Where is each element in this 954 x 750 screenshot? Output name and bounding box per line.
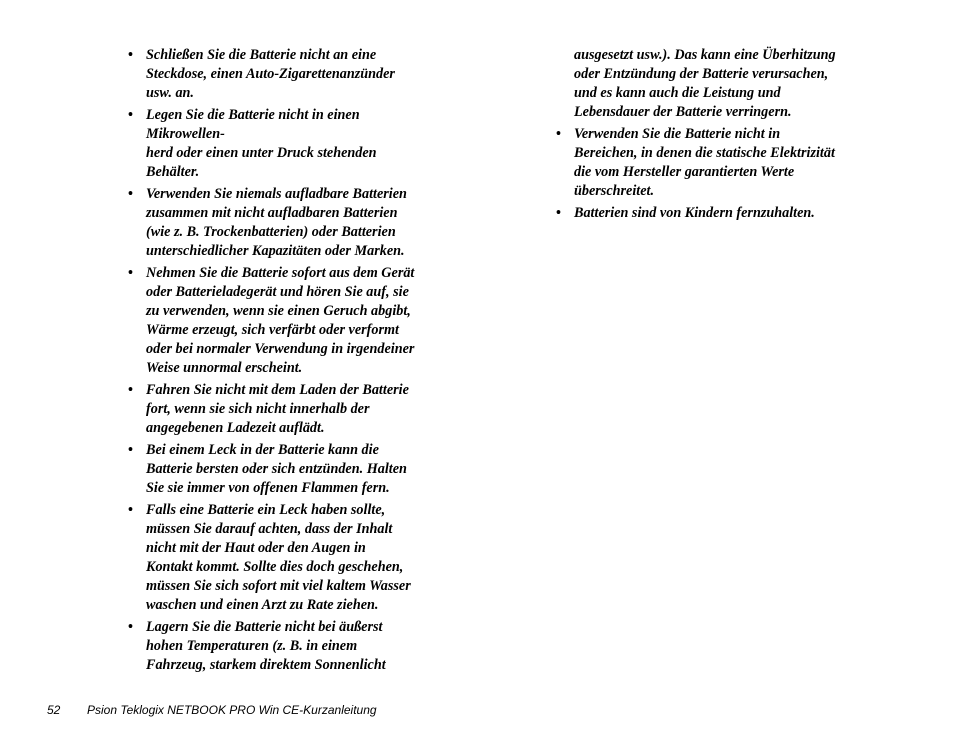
bullet: • xyxy=(128,619,133,635)
list-item xyxy=(128,185,460,261)
text-line: die vom Hersteller garantierten Werte xyxy=(574,164,795,180)
footer-title: Psion Teklogix NETBOOK PRO Win CE-Kurzanleitung xyxy=(87,703,377,717)
list-item xyxy=(556,125,886,201)
text-line: müssen Sie darauf achten, dass der Inhalt xyxy=(146,521,393,537)
text-line: angegebenen Ladezeit auflädt. xyxy=(146,420,325,436)
list-item xyxy=(128,46,460,103)
text-line: und es kann auch die Leistung und xyxy=(574,85,781,101)
bullet: • xyxy=(128,442,133,458)
text-line: Behälter. xyxy=(146,164,200,180)
text-line: herd oder einen unter Druck stehenden xyxy=(146,145,377,161)
continued-item xyxy=(556,46,886,122)
text-line: Batterie bersten oder sich entzünden. Halten xyxy=(146,461,407,477)
text-line: Verwenden Sie niemals aufladbare Batterien xyxy=(146,186,407,202)
text-line: Bereichen, in denen die statische Elektrizität xyxy=(574,145,835,161)
list-item xyxy=(128,441,460,498)
text-line: Legen Sie die Batterie nicht in einen xyxy=(146,107,360,123)
left-column xyxy=(128,46,460,678)
text-line: usw. an. xyxy=(146,85,194,101)
text-line: oder Batterieladegerät und hören Sie auf, sie xyxy=(146,284,409,300)
text-line: zusammen mit nicht aufladbaren Batterien xyxy=(146,205,398,221)
text-line: Fahrzeug, starkem direktem Sonnenlicht xyxy=(146,657,386,673)
text-line: fort, wenn sie sich nicht innerhalb der xyxy=(146,401,370,417)
list-item xyxy=(128,501,460,615)
bullet: • xyxy=(128,265,133,281)
text-line: Schließen Sie die Batterie nicht an eine xyxy=(146,47,377,63)
bullet: • xyxy=(128,382,133,398)
text-line: oder bei normaler Verwendung in irgendeiner xyxy=(146,341,415,357)
text-line: Weise unnormal erscheint. xyxy=(146,360,303,376)
text-line: unterschiedlicher Kapazitäten oder Marken. xyxy=(146,243,405,259)
text-line: Falls eine Batterie ein Leck haben sollte, xyxy=(146,502,386,518)
text-line: überschreitet. xyxy=(574,183,654,199)
text-line: müssen Sie sich sofort mit viel kaltem Wasser xyxy=(146,578,411,594)
text-line: Sie sie immer von offenen Flammen fern. xyxy=(146,480,390,496)
text-line: Fahren Sie nicht mit dem Laden der Batterie xyxy=(146,382,409,398)
text-line: ausgesetzt usw.). Das kann eine Überhitzung xyxy=(574,47,836,63)
bullet: • xyxy=(128,186,133,202)
text-line: nicht mit der Haut oder den Augen in xyxy=(146,540,366,556)
bullet: • xyxy=(556,205,561,221)
text-line: waschen und einen Arzt zu Rate ziehen. xyxy=(146,597,379,613)
bullet: • xyxy=(128,502,133,518)
list-item xyxy=(556,204,886,223)
list-item xyxy=(128,381,460,438)
list-item xyxy=(128,264,460,378)
right-column xyxy=(556,46,886,226)
text-line: Lagern Sie die Batterie nicht bei äußerst xyxy=(146,619,383,635)
text-line: Nehmen Sie die Batterie sofort aus dem Gerät xyxy=(146,265,415,281)
text-line: oder Entzündung der Batterie verursachen, xyxy=(574,66,829,82)
list-item xyxy=(128,106,460,182)
text-line: Verwenden Sie die Batterie nicht in xyxy=(574,126,781,142)
bullet: • xyxy=(128,47,133,63)
bullet: • xyxy=(556,126,561,142)
text-line: Lebensdauer der Batterie verringern. xyxy=(574,104,792,120)
text-line: Mikrowellen- xyxy=(146,126,225,142)
text-line: hohen Temperaturen (z. B. in einem xyxy=(146,638,358,654)
text-line: Steckdose, einen Auto-Zigarettenanzünder xyxy=(146,66,395,82)
list-item xyxy=(128,618,460,675)
text-line: (wie z. B. Trockenbatterien) oder Batterien xyxy=(146,224,396,240)
text-line: Kontakt kommt. Sollte dies doch geschehen, xyxy=(146,559,404,575)
page-number: 52 xyxy=(47,703,61,717)
text-line: Wärme erzeugt, sich verfärbt oder verformt xyxy=(146,322,399,338)
text-line: Batterien sind von Kindern fernzuhalten. xyxy=(574,205,815,221)
text-line: zu verwenden, wenn sie einen Geruch abgibt, xyxy=(146,303,411,319)
bullet: • xyxy=(128,107,133,123)
text-line: Bei einem Leck in der Batterie kann die xyxy=(146,442,379,458)
